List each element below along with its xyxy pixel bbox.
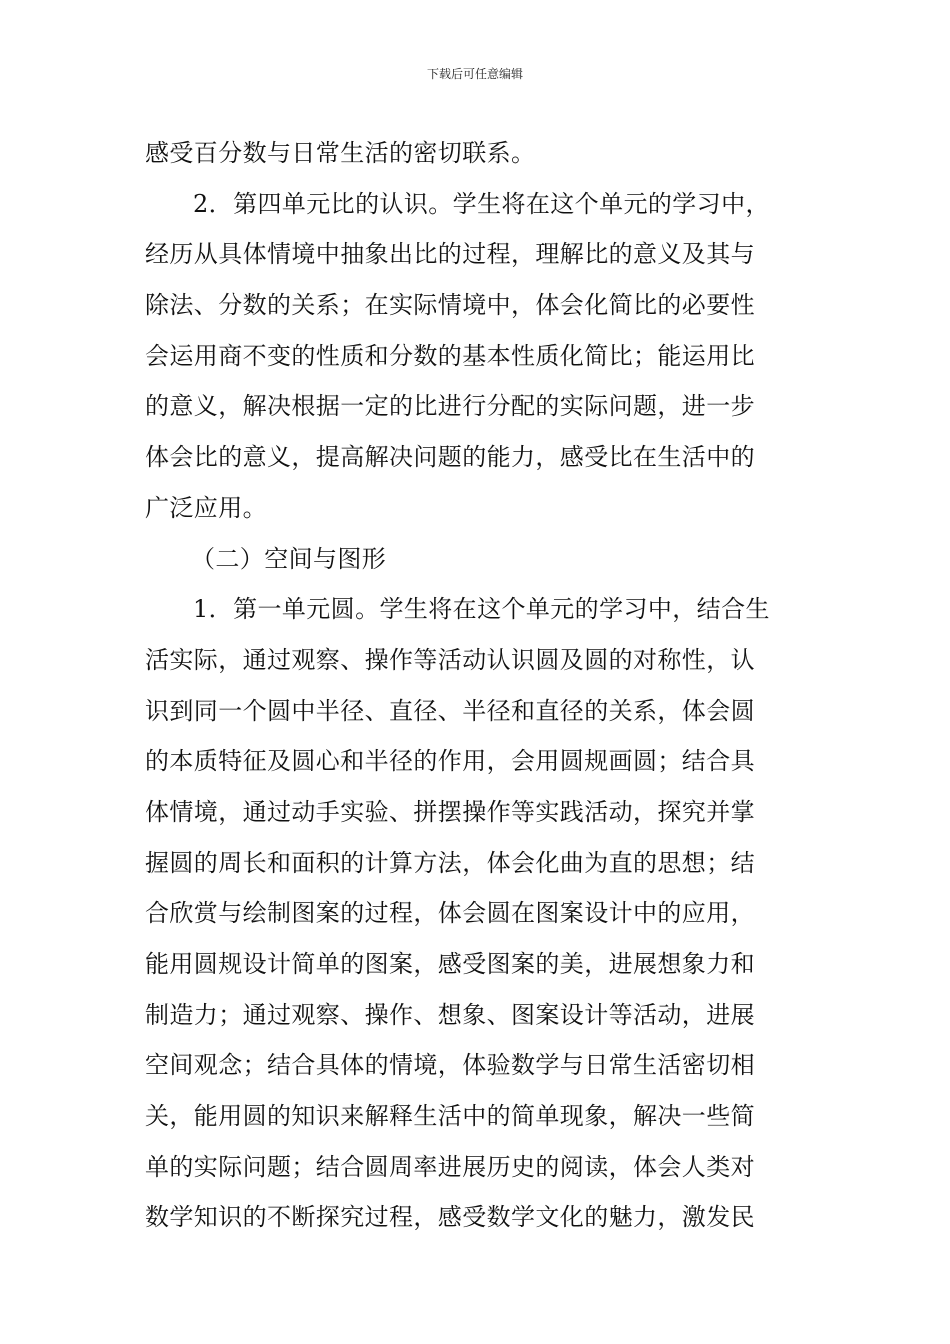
text-line: 除法、分数的关系；在实际情境中，体会化简比的必要性	[145, 291, 755, 320]
text-line: 体情境，通过动手实验、拼摆操作等实践活动，探究并掌	[145, 797, 755, 826]
text-line: 握圆的周长和面积的计算方法，体会化曲为直的思想；结	[145, 848, 755, 877]
text-line: 会运用商不变的性质和分数的基本性质化简比；能运用比	[145, 341, 755, 370]
text-line: 单的实际问题；结合圆周率进展历史的阅读，体会人类对	[145, 1152, 755, 1181]
text-line: 制造力；通过观察、操作、想象、图案设计等活动，进展	[145, 1000, 755, 1029]
text-line: 关，能用圆的知识来解释生活中的简单现象，解决一些简	[145, 1102, 755, 1131]
text-line: 识到同一个圆中半径、直径、半径和直径的关系，体会圆	[145, 696, 755, 725]
page-header: 下载后可任意编辑	[426, 67, 523, 81]
paragraph-start-line: 2．第四单元比的认识。学生将在这个单元的学习中，	[193, 189, 770, 218]
text-line: 数学知识的不断探究过程，感受数学文化的魅力，激发民	[145, 1203, 755, 1232]
text-line: 合欣赏与绘制图案的过程，体会圆在图案设计中的应用，	[145, 899, 755, 928]
text-line: 的意义，解决根据一定的比进行分配的实际问题，进一步	[145, 392, 755, 421]
paragraph-start-line: 1．第一单元圆。学生将在这个单元的学习中，结合生	[193, 595, 770, 624]
text-line: 活实际，通过观察、操作等活动认识圆及圆的对称性，认	[145, 645, 755, 674]
text-line: 体会比的意义，提高解决问题的能力，感受比在生活中的	[145, 443, 755, 472]
section-heading: （二）空间与图形	[191, 544, 387, 573]
text-line: 经历从具体情境中抽象出比的过程，理解比的意义及其与	[145, 240, 755, 269]
text-line: 能用圆规设计简单的图案，感受图案的美，进展想象力和	[145, 950, 755, 978]
document-body	[145, 128, 807, 1243]
text-line: 感受百分数与日常生活的密切联系。	[145, 139, 536, 167]
text-line: 广泛应用。	[145, 493, 267, 522]
text-line: 空间观念；结合具体的情境，体验数学与日常生活密切相	[145, 1051, 755, 1080]
text-line: 的本质特征及圆心和半径的作用，会用圆规画圆；结合具	[145, 747, 755, 776]
